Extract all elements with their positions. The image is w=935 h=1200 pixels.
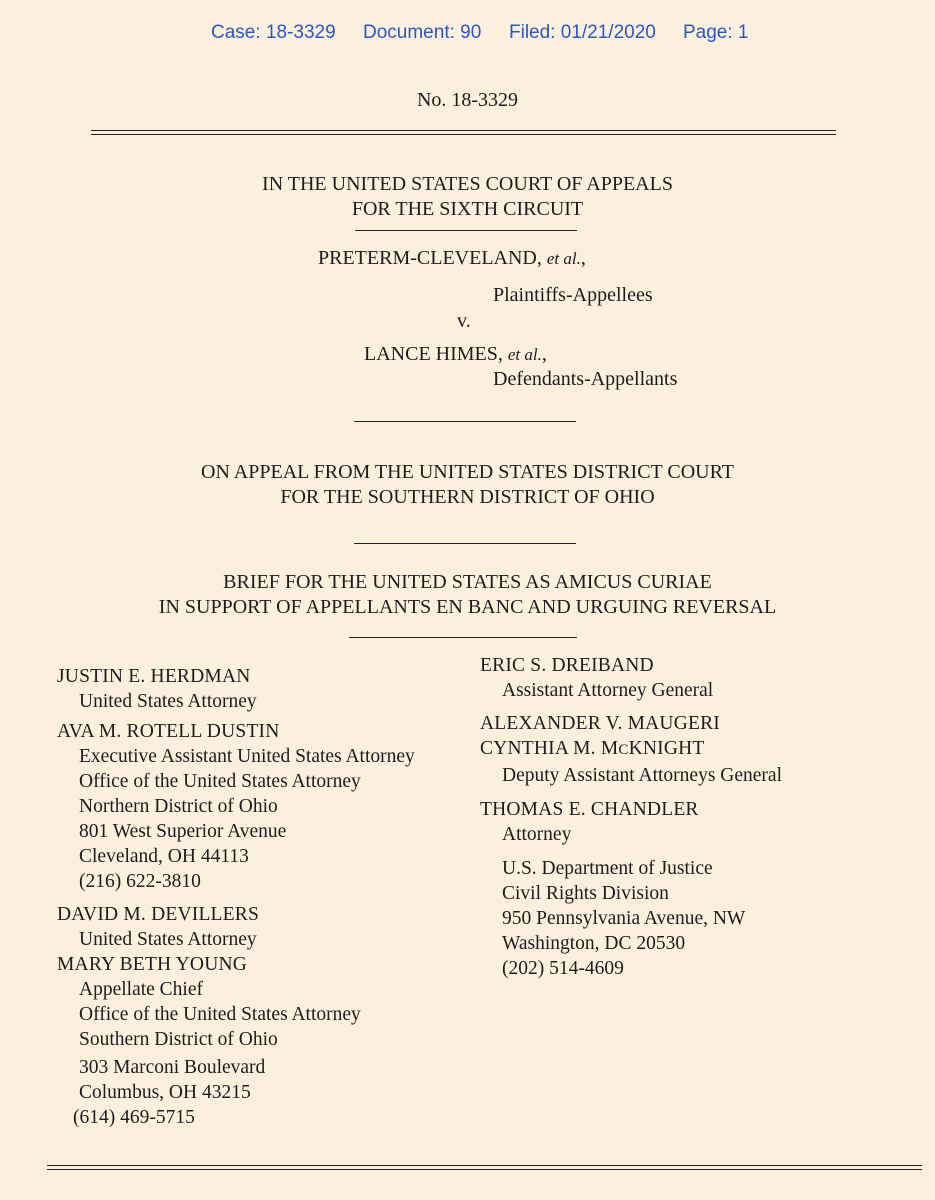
- counsel-maugeri: ALEXANDER V. MAUGERI: [480, 713, 720, 734]
- versus: v.: [457, 310, 471, 332]
- counsel-young: MARY BETH YOUNG: [57, 954, 248, 975]
- counsel-deputies-title: Deputy Assistant Attorneys General: [502, 765, 782, 786]
- appeal-line-2: FOR THE SOUTHERN DISTRICT OF OHIO: [280, 486, 655, 508]
- divider-parties: [354, 421, 576, 422]
- counsel-young-title: Appellate Chief: [79, 979, 203, 1000]
- header-case: Case: 18-3329: [211, 22, 336, 43]
- mcknight-post: KNIGHT: [628, 738, 705, 759]
- counsel-chandler: THOMAS E. CHANDLER: [480, 799, 699, 820]
- counsel-dustin-district: Northern District of Ohio: [79, 796, 278, 817]
- court-line-2: FOR THE SIXTH CIRCUIT: [351, 198, 584, 220]
- brief-line-2: IN SUPPORT OF APPELLANTS EN BANC AND URGUING REVERSAL: [158, 596, 777, 618]
- docket-number: No. 18-3329: [416, 89, 519, 111]
- counsel-herdman: JUSTIN E. HERDMAN: [57, 666, 251, 687]
- divider-appeal: [354, 543, 576, 544]
- header-filed: Filed: 01/21/2020: [509, 22, 656, 43]
- defendant-role: Defendants-Appellants: [493, 368, 678, 390]
- header-document: Document: 90: [363, 22, 482, 43]
- counsel-devillers-title: United States Attorney: [79, 929, 257, 950]
- plaintiff-suffix: ,: [580, 247, 586, 269]
- mcknight-small: C: [618, 742, 629, 758]
- counsel-young-district: Southern District of Ohio: [79, 1029, 278, 1050]
- defendant-etal: et al.: [507, 345, 542, 364]
- court-line-1: IN THE UNITED STATES COURT OF APPEALS: [262, 173, 673, 195]
- left-counsel-block: [57, 664, 415, 1130]
- counsel-young-street: 303 Marconi Boulevard: [79, 1057, 266, 1078]
- double-rule-top: [91, 130, 836, 135]
- counsel-chandler-title: Attorney: [502, 824, 572, 845]
- mcknight-pre: CYNTHIA M. M: [480, 738, 619, 759]
- counsel-dustin-street: 801 West Superior Avenue: [79, 821, 287, 842]
- counsel-dustin-phone: (216) 622-3810: [79, 871, 201, 892]
- appeal-line-1: ON APPEAL FROM THE UNITED STATES DISTRICT COURT: [201, 461, 734, 483]
- plaintiff-caption: [318, 246, 586, 271]
- counsel-dustin-office: Office of the United States Attorney: [79, 771, 361, 792]
- doj-street: 950 Pennsylvania Avenue, NW: [502, 908, 746, 929]
- doj-division: Civil Rights Division: [502, 883, 669, 904]
- counsel-mcknight: [480, 736, 782, 763]
- counsel-dreiband-title: Assistant Attorney General: [502, 680, 714, 701]
- counsel-dustin-city: Cleveland, OH 44113: [79, 846, 249, 867]
- brief-line-1: BRIEF FOR THE UNITED STATES AS AMICUS CURIAE: [223, 571, 712, 593]
- right-counsel-block: [480, 653, 782, 981]
- divider-court: [355, 230, 577, 231]
- doj-phone: (202) 514-4609: [502, 958, 624, 979]
- divider-brief: [349, 637, 577, 638]
- defendant-name: LANCE HIMES,: [364, 343, 503, 365]
- counsel-young-city: Columbus, OH 43215: [79, 1082, 251, 1103]
- counsel-herdman-title: United States Attorney: [79, 691, 257, 712]
- defendant-caption: [364, 342, 547, 367]
- counsel-devillers: DAVID M. DEVILLERS: [57, 904, 260, 925]
- plaintiff-role: Plaintiffs-Appellees: [493, 284, 653, 306]
- counsel-dustin: AVA M. ROTELL DUSTIN: [57, 721, 280, 742]
- header-page: Page: 1: [683, 22, 749, 43]
- defendant-suffix: ,: [541, 343, 547, 365]
- plaintiff-name: PRETERM-CLEVELAND,: [318, 247, 542, 269]
- doj-city: Washington, DC 20530: [502, 933, 686, 954]
- plaintiff-etal: et al.: [546, 249, 581, 268]
- counsel-young-office: Office of the United States Attorney: [79, 1004, 361, 1025]
- doj-name: U.S. Department of Justice: [502, 858, 713, 879]
- counsel-dustin-title: Executive Assistant United States Attorney: [79, 746, 415, 767]
- counsel-young-phone: (614) 469-5715: [73, 1107, 195, 1128]
- double-rule-bottom: [47, 1165, 922, 1170]
- counsel-dreiband: ERIC S. DREIBAND: [480, 655, 654, 676]
